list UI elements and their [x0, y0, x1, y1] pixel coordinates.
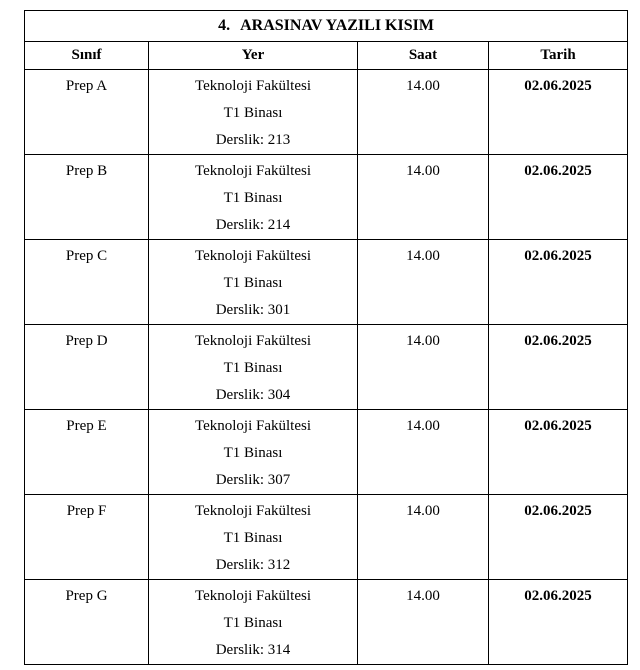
building-name: T1 Binası: [223, 190, 283, 206]
class-name: Prep F: [66, 503, 107, 519]
class-cell: [25, 495, 149, 580]
location-cell: [149, 495, 358, 580]
room-number: Derslik: 304: [215, 387, 291, 403]
date-cell: [489, 325, 628, 410]
header-location: Yer: [149, 42, 358, 70]
faculty-name: Teknoloji Fakültesi: [194, 333, 312, 349]
time-cell: [358, 155, 489, 240]
exam-time: 14.00: [406, 78, 440, 94]
exam-date: 02.06.2025: [524, 503, 592, 519]
building-name: T1 Binası: [223, 615, 283, 631]
exam-time: 14.00: [406, 588, 440, 604]
exam-date: 02.06.2025: [524, 248, 592, 264]
section-number: 4.: [218, 17, 231, 34]
building-name: T1 Binası: [223, 275, 283, 291]
date-cell: [489, 240, 628, 325]
class-cell: [25, 580, 149, 665]
location-cell: [149, 410, 358, 495]
faculty-name: Teknoloji Fakültesi: [194, 503, 312, 519]
building-name: T1 Binası: [223, 530, 283, 546]
exam-time: 14.00: [406, 503, 440, 519]
exam-date: 02.06.2025: [524, 588, 592, 604]
header-time: Saat: [358, 42, 489, 70]
room-number: Derslik: 307: [215, 472, 291, 488]
room-number: Derslik: 312: [215, 557, 291, 573]
table-row: [25, 155, 628, 240]
date-cell: [489, 70, 628, 155]
room-number: Derslik: 213: [215, 132, 291, 148]
location-cell: [149, 325, 358, 410]
class-name: Prep C: [65, 248, 108, 264]
header-date: Tarih: [489, 42, 628, 70]
table-row: [25, 240, 628, 325]
exam-time: 14.00: [406, 418, 440, 434]
exam-time: 14.00: [406, 333, 440, 349]
table-row: [25, 580, 628, 665]
class-name: Prep D: [65, 333, 108, 349]
date-cell: [489, 410, 628, 495]
exam-date: 02.06.2025: [524, 333, 592, 349]
time-cell: [358, 580, 489, 665]
location-cell: [149, 155, 358, 240]
date-cell: [489, 495, 628, 580]
faculty-name: Teknoloji Fakültesi: [194, 163, 312, 179]
building-name: T1 Binası: [223, 360, 283, 376]
time-cell: [358, 495, 489, 580]
location-cell: [149, 240, 358, 325]
time-cell: [358, 325, 489, 410]
faculty-name: Teknoloji Fakültesi: [194, 248, 312, 264]
faculty-name: Teknoloji Fakültesi: [194, 78, 312, 94]
section-title: ARASINAV YAZILI KISIM: [240, 17, 434, 34]
building-name: T1 Binası: [223, 445, 283, 461]
date-cell: [489, 580, 628, 665]
class-name: Prep A: [65, 78, 108, 94]
exam-schedule-table: [24, 10, 628, 665]
faculty-name: Teknoloji Fakültesi: [194, 418, 312, 434]
table-row: [25, 70, 628, 155]
table-title: [25, 11, 628, 42]
class-cell: [25, 325, 149, 410]
table-row: [25, 410, 628, 495]
location-cell: [149, 70, 358, 155]
class-name: Prep E: [66, 418, 107, 434]
table-title-row: [25, 11, 628, 42]
class-name: Prep G: [65, 588, 108, 604]
building-name: T1 Binası: [223, 105, 283, 121]
exam-time: 14.00: [406, 163, 440, 179]
faculty-name: Teknoloji Fakültesi: [194, 588, 312, 604]
exam-date: 02.06.2025: [524, 163, 592, 179]
header-class: Sınıf: [25, 42, 149, 70]
time-cell: [358, 410, 489, 495]
location-cell: [149, 580, 358, 665]
table-row: [25, 495, 628, 580]
class-name: Prep B: [65, 163, 108, 179]
room-number: Derslik: 214: [215, 217, 291, 233]
room-number: Derslik: 301: [215, 302, 291, 318]
exam-date: 02.06.2025: [524, 418, 592, 434]
time-cell: [358, 240, 489, 325]
exam-date: 02.06.2025: [524, 78, 592, 94]
class-cell: [25, 155, 149, 240]
header-row: [25, 42, 628, 70]
room-number: Derslik: 314: [215, 642, 291, 658]
class-cell: [25, 240, 149, 325]
table-row: [25, 325, 628, 410]
date-cell: [489, 155, 628, 240]
class-cell: [25, 410, 149, 495]
time-cell: [358, 70, 489, 155]
exam-time: 14.00: [406, 248, 440, 264]
class-cell: [25, 70, 149, 155]
